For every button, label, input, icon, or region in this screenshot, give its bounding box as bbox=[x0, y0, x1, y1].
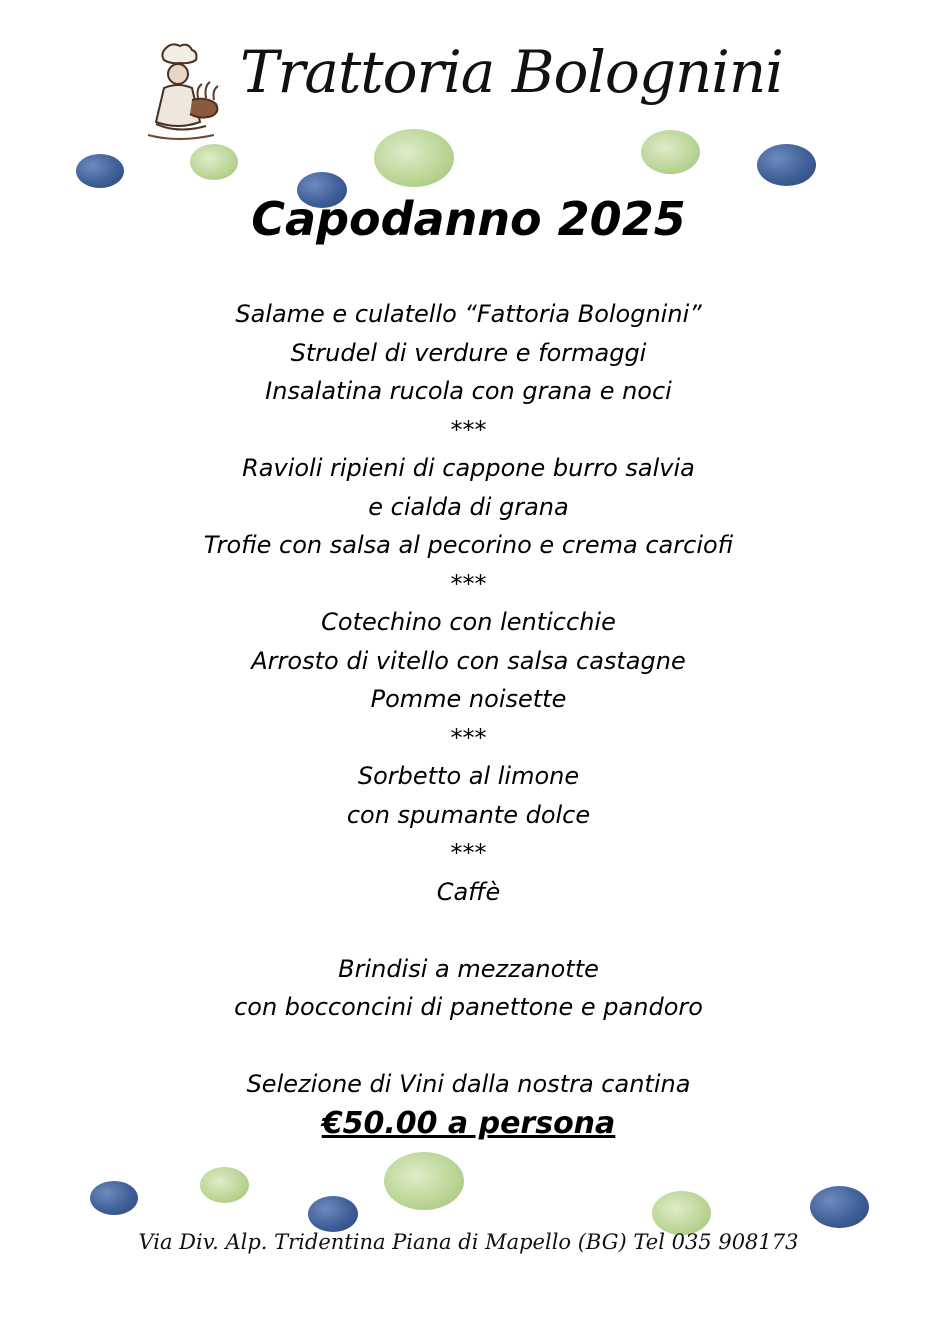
page-title: Capodanno 2025 bbox=[251, 192, 686, 246]
menu-item: Caffè bbox=[436, 877, 501, 906]
price bbox=[0, 1106, 937, 1141]
menu-item: Brindisi a mezzanotte bbox=[338, 954, 599, 983]
decor-dot bbox=[374, 129, 454, 187]
spacer bbox=[0, 911, 937, 950]
menu-item: Sorbetto al limone bbox=[357, 762, 580, 790]
course-separator: *** bbox=[450, 569, 487, 598]
wine-note: Selezione di Vini dalla nostra cantina bbox=[246, 1070, 691, 1098]
menu-item: e cialda di grana bbox=[368, 492, 569, 521]
spacer bbox=[0, 1027, 937, 1066]
decor-dot bbox=[652, 1191, 711, 1235]
menu-item: Cotechino con lenticchie bbox=[321, 608, 616, 636]
menu-item: Salame e culatello “Fattoria Bolognini” bbox=[235, 300, 702, 328]
menu-item: Ravioli ripieni di cappone burro salvia bbox=[242, 454, 695, 482]
menu-item: con bocconcini di panettone e pandoro bbox=[234, 993, 703, 1021]
restaurant-name: Trattoria Bolognini bbox=[240, 38, 783, 106]
menu-item: Insalatina rucola con grana e noci bbox=[265, 377, 672, 405]
course-separator: *** bbox=[450, 723, 487, 752]
decor-dot bbox=[76, 154, 124, 188]
decor-dot bbox=[90, 1181, 138, 1215]
price-text: €50.00 a persona bbox=[321, 1106, 616, 1141]
menu-item: Arrosto di vitello con salsa castagne bbox=[251, 646, 686, 675]
decor-dot bbox=[384, 1152, 464, 1210]
menu-item: Pomme noisette bbox=[370, 685, 567, 713]
course-separator: *** bbox=[450, 839, 487, 867]
menu-list bbox=[0, 295, 937, 1104]
course-separator: *** bbox=[450, 415, 487, 444]
address-footer: Via Div. Alp. Tridentina Piana di Mapello (BG) Tel 035 908173 bbox=[138, 1230, 799, 1254]
menu-item: Trofie con salsa al pecorino e crema carciofi bbox=[203, 531, 734, 559]
chef-icon bbox=[138, 40, 234, 144]
menu-item: con spumante dolce bbox=[346, 800, 591, 829]
decor-dot bbox=[200, 1167, 249, 1203]
decor-dot bbox=[190, 144, 238, 180]
decor-dot bbox=[641, 130, 700, 174]
menu-item: Strudel di verdure e formaggi bbox=[290, 338, 647, 367]
decor-dot bbox=[757, 144, 816, 186]
decor-dot bbox=[810, 1186, 869, 1228]
decor-dot bbox=[308, 1196, 358, 1232]
